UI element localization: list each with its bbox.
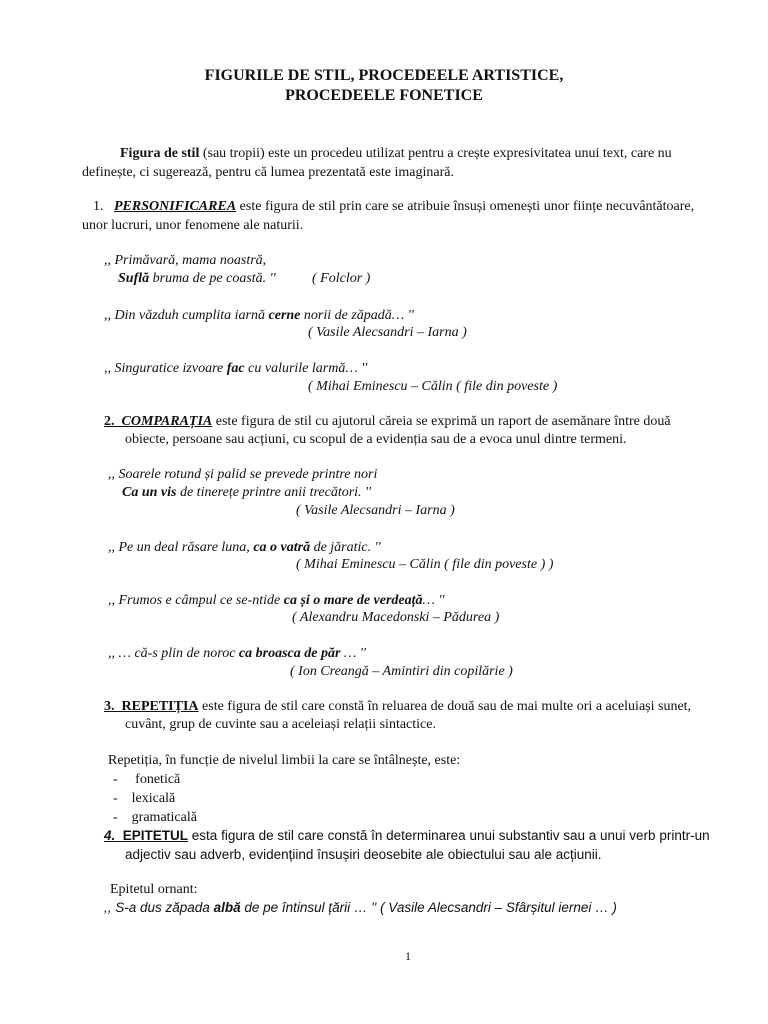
section-4-term: EPITETUL bbox=[122, 828, 189, 843]
section-1-def-2: unor lucruri, unor fenomene ale naturii. bbox=[82, 218, 304, 233]
s1-example-2-source: ( Vasile Alecsandri – Iarna ) bbox=[308, 325, 467, 340]
section-2-heading: 2. COMPARAȚIA este figura de stil cu ajutorul căreia se exprimă un raport de asemănare între două bbox=[104, 414, 671, 429]
section-3-heading: 3. REPETIȚIA este figura de stil care constă în reluarea de două sau de mai multe ori a aceluiași sunet, bbox=[104, 699, 692, 714]
s2-example-2: ,, Pe un deal răsare luna, ca o vatră de jăratic. '' bbox=[108, 540, 381, 555]
s1-example-1-line-1: ,, Primăvară, mama noastră, bbox=[104, 253, 267, 268]
s2-example-3: ,, Frumos e câmpul ce se-ntide ca și o mare de verdeață… '' bbox=[108, 593, 445, 608]
section-4-subheading: Epitetul ornant: bbox=[110, 882, 198, 897]
section-3-def-2: cuvânt, grup de cuvinte sau a aceleiași relații sintactice. bbox=[125, 717, 436, 732]
s2-example-2-source: ( Mihai Eminescu – Călin ( file din poveste ) ) bbox=[296, 557, 554, 572]
s1-example-3-source: ( Mihai Eminescu – Călin ( file din poveste ) bbox=[308, 379, 558, 394]
intro-term: Figura de stil bbox=[120, 146, 200, 161]
s2-example-4: ,, … că-s plin de noroc ca broasca de păr … '' bbox=[108, 646, 366, 661]
section-1-heading: 1. PERSONIFICAREA este figura de stil prin care se atribuie însuși omenești unor ființe necuvântătoare, bbox=[93, 199, 695, 214]
section-3-intro: Repetiția, în funcție de nivelul limbii la care se întâlnește, este: bbox=[108, 753, 461, 768]
intro-line-2: definește, ci sugerează, pentru că lumea prezentată este imaginară. bbox=[82, 165, 454, 180]
intro-line-1: Figura de stil (sau tropii) este un procedeu utilizat pentru a crește expresivitatea unui text, care nu bbox=[120, 146, 672, 161]
section-4-heading: 4. EPITETUL esta figura de stil care constă în determinarea unui substantiv sau a unui verb printr-un bbox=[104, 828, 710, 843]
section-1-term: PERSONIFICAREA bbox=[114, 199, 237, 214]
title-line-2: PROCEDEELE FONETICE bbox=[285, 87, 483, 104]
section-3-term: REPETIȚIA bbox=[121, 699, 199, 714]
s1-example-3: ,, Singuratice izvoare fac cu valurile larmă… '' bbox=[104, 361, 368, 376]
s1-example-2: ,, Din văzduh cumplita iarnă cerne norii de zăpadă… '' bbox=[104, 308, 414, 323]
s2-example-3-source: ( Alexandru Macedonski – Pădurea ) bbox=[292, 610, 500, 625]
s2-example-1-line-2: Ca un vis de tinerețe printre anii trecători. '' bbox=[122, 485, 372, 500]
section-2-def-2: obiecte, persoane sau acțiuni, cu scopul de a evidenția sau de a evoca unul dintre termeni. bbox=[125, 432, 627, 447]
section-4-def-2: adjectiv sau adverb, evidențiind însușiri deosebite ale obiectului sau ale acțiunii. bbox=[125, 847, 602, 862]
section-2-term: COMPARAȚIA bbox=[121, 414, 213, 429]
s1-example-1-source: ( Folclor ) bbox=[312, 271, 371, 286]
list-item: - lexicală bbox=[113, 791, 176, 806]
s4-example: ,, S-a dus zăpada albă de pe întinsul țării … '' ( Vasile Alecsandri – Sfârșitul iernei … ) bbox=[104, 900, 617, 915]
title-line-1: FIGURILE DE STIL, PROCEDEELE ARTISTICE, bbox=[204, 67, 564, 84]
s2-example-1-line-1: ,, Soarele rotund și palid se prevede printre nori bbox=[108, 467, 378, 482]
page-number: 1 bbox=[405, 949, 411, 963]
s2-example-1-source: ( Vasile Alecsandri – Iarna ) bbox=[296, 503, 455, 518]
s2-example-4-source: ( Ion Creangă – Amintiri din copilărie ) bbox=[290, 664, 513, 679]
list-item: - gramaticală bbox=[113, 810, 197, 825]
list-item: - fonetică bbox=[113, 772, 181, 787]
s1-example-1-line-2: Suflă bruma de pe coastă. '' bbox=[118, 271, 276, 286]
